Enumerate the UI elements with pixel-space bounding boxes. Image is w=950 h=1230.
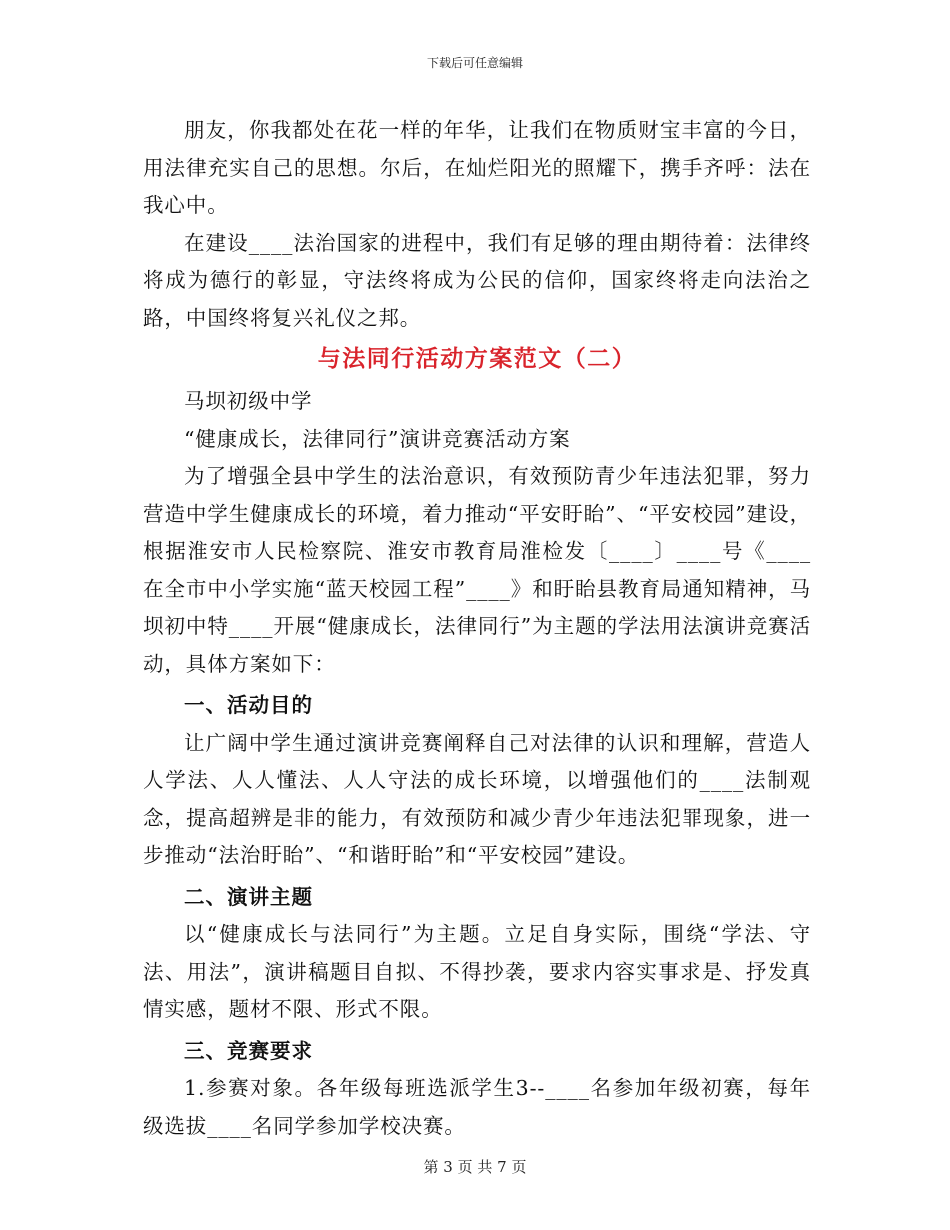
heading-theme: 二、演讲主题 [184,884,313,909]
page-header-note: 下载后可任意编辑 [426,56,523,70]
paragraph-purpose: 让广阔中学生通过演讲竞赛阐释自己对法律的认识和理解，营造人人学法、人人懂法、人人守法的成长环境，以增强他们的____法制观念，提高超辨是非的能力，有效预防和减少青少年违法犯罪现象，进一步推动“法治盱眙”、“和谐盱眙”和“平安校园”建设。 [143,730,811,867]
paragraph-participants: 1.参赛对象。各年级每班选派学生3--____名参加年级初赛，每年级选拔____名同学参加学校决赛。 [143,1076,811,1138]
paragraph-closing: 朋友，你我都处在花一样的年华，让我们在物质财宝丰富的今日，用法律充实自己的思想。尔后，在灿烂阳光的照耀下，携手齐呼：法在我心中。 [143,118,811,217]
school-name: 马坝初级中学 [184,389,313,413]
page-number: 第 3 页 共 7 页 [423,1158,527,1176]
plan-subtitle: “健康成长，法律同行”演讲竞赛活动方案 [184,426,571,451]
document-body [143,112,811,1145]
paragraph-introduction: 为了增强全县中学生的法治意识，有效预防青少年违法犯罪，努力营造中学生健康成长的环境，着力推动“平安盱眙”、“平安校园”建设，根据淮安市人民检察院、淮安市教育局淮检发〔____〕____号《____在全市中小学实施“蓝天校园工程”____》和盱眙县教育局通知精神，马坝初中特____开展“健康成长，法律同行”为主题的学法用法演讲竞赛活动，具体方案如下： [143,464,811,676]
heading-purpose: 一、活动目的 [184,693,313,717]
heading-requirements: 三、竞赛要求 [184,1038,313,1063]
paragraph-theme: 以“健康成长与法同行”为主题。立足自身实际，围绕“学法、守法、用法”，演讲稿题目自拟、不得抄袭，要求内容实事求是、抒发真情实感，题材不限、形式不限。 [143,922,811,1021]
section-title: 与法同行活动方案范文（二） [317,345,637,372]
paragraph-rule-of-law: 在建设____法治国家的进程中，我们有足够的理由期待着：法律终将成为德行的彰显，守法终将成为公民的信仰，国家终将走向法治之路，中国终将复兴礼仪之邦。 [143,230,811,330]
